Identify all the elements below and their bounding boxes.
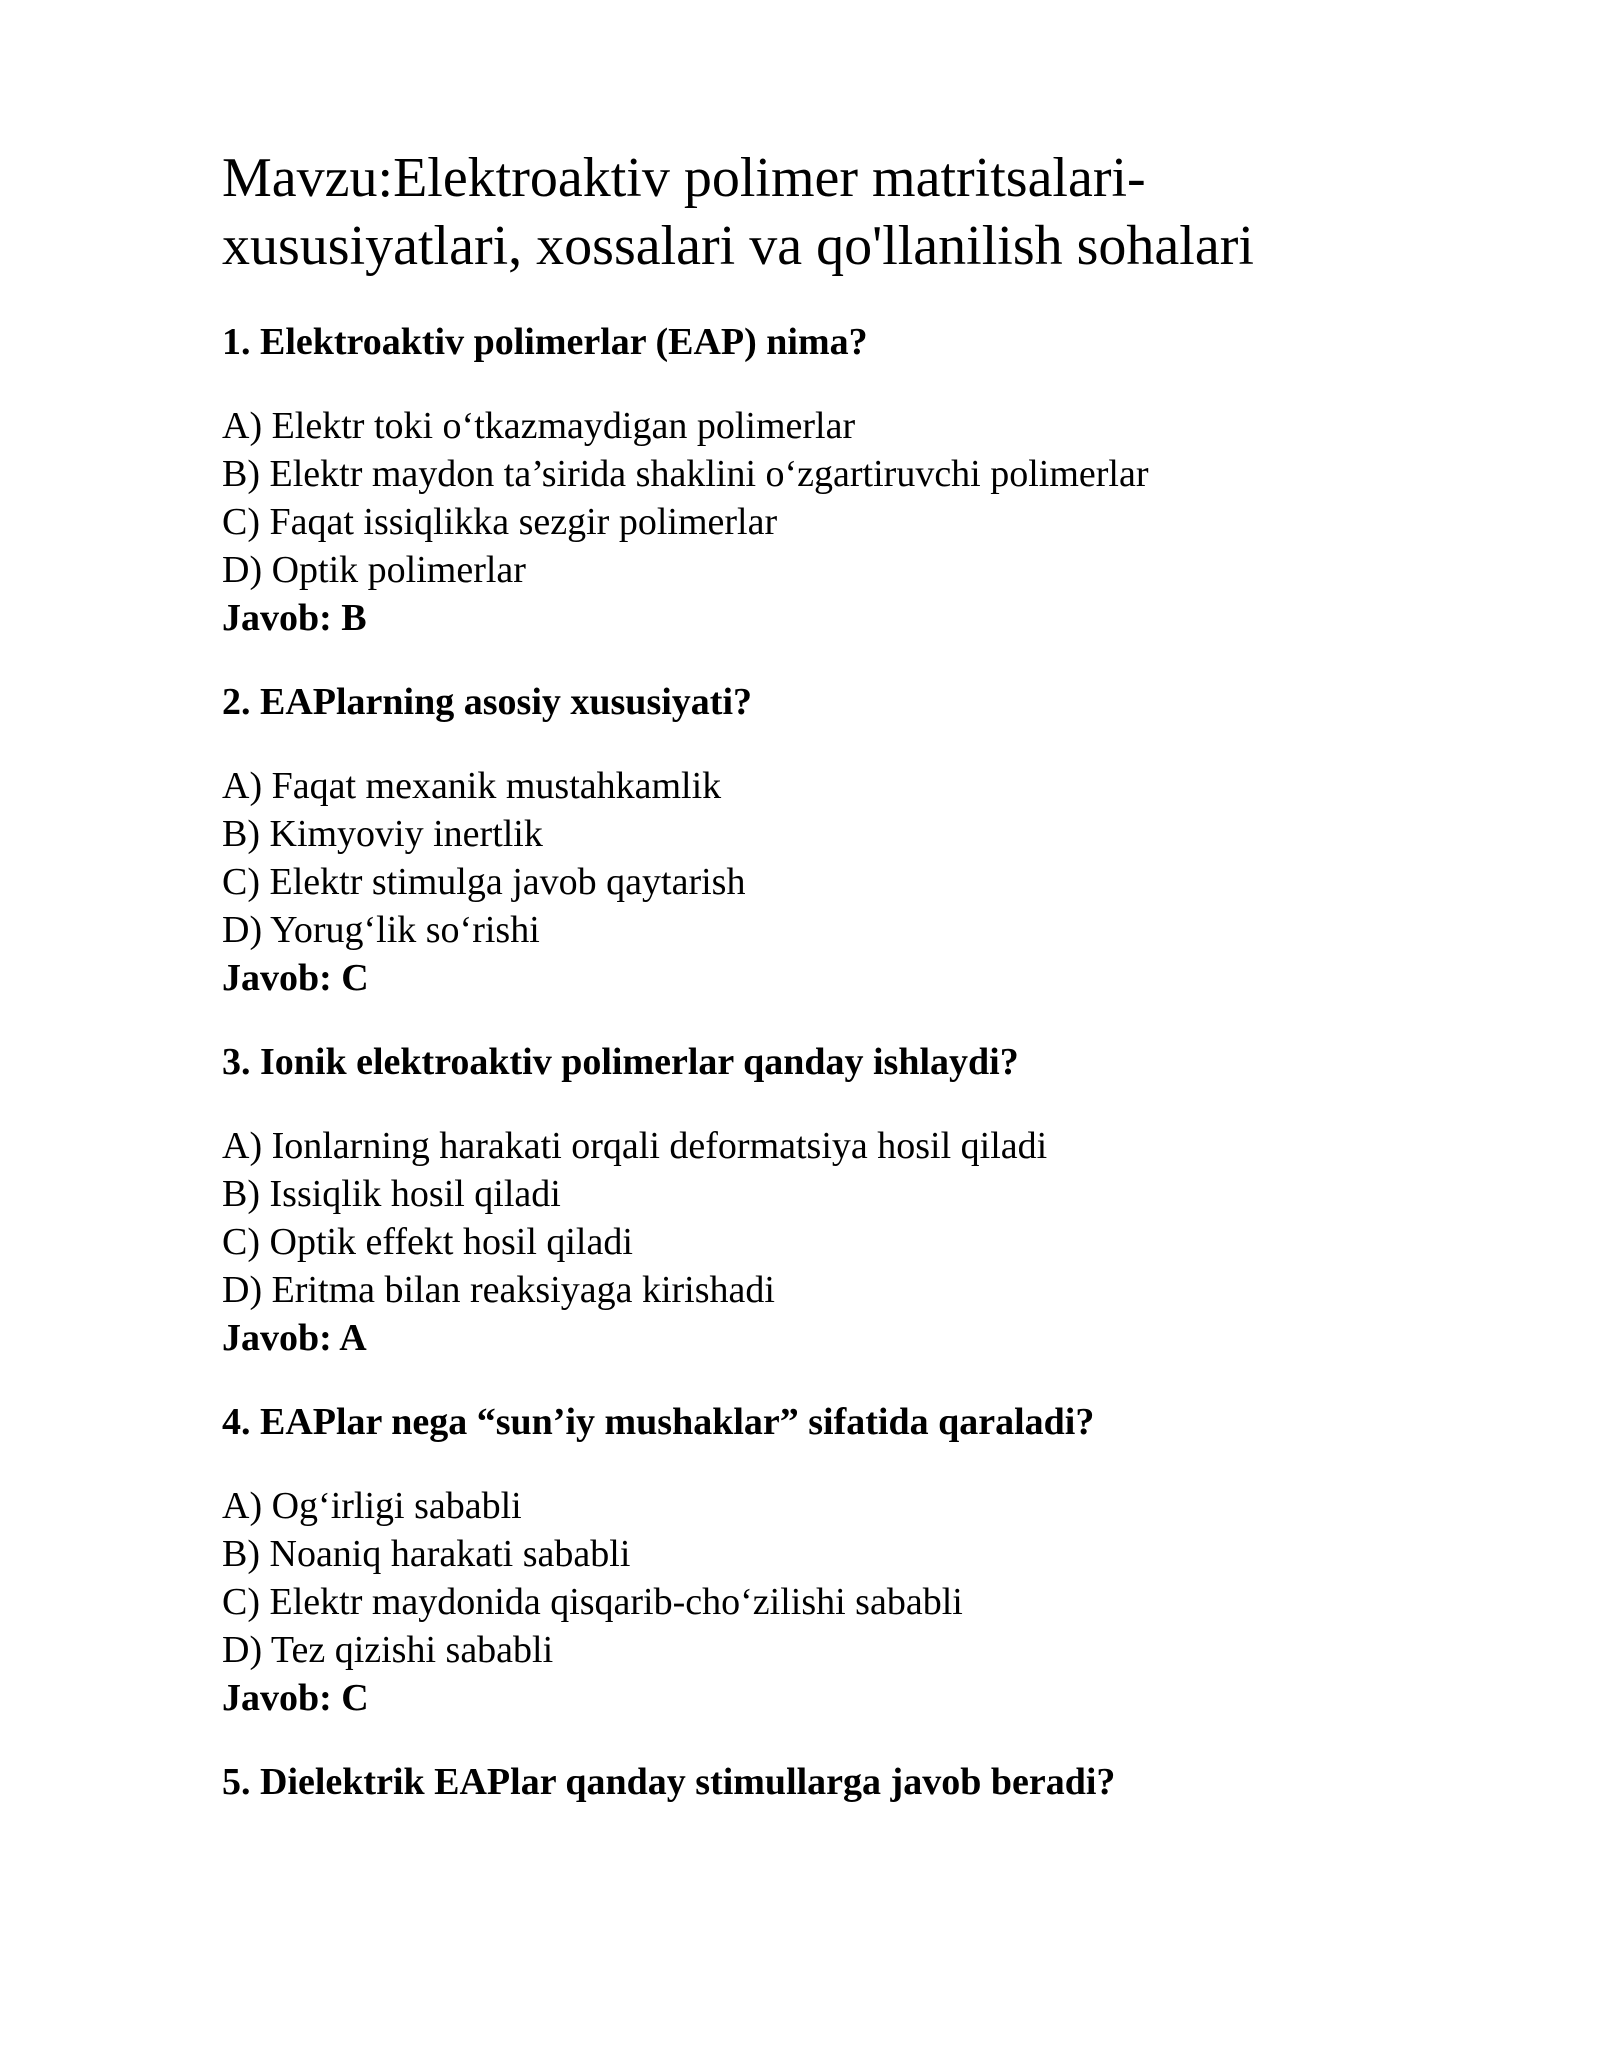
option-a: A) Elektr toki o‘tkazmaydigan polimerlar: [222, 405, 856, 447]
options-list: [222, 1122, 1422, 1362]
option-b: B) Noaniq harakati sababli: [222, 1533, 631, 1575]
option-d: D) Yorug‘lik so‘rishi: [222, 909, 540, 951]
option-d: D) Tez qizishi sababli: [222, 1629, 554, 1671]
question-text: 4. EAPlar nega “sun’iy mushaklar” sifatida qaraladi?: [222, 1401, 1095, 1443]
option-a: A) Faqat mexanik mustahkamlik: [222, 765, 722, 807]
question-2: [222, 678, 1422, 1002]
question-4: [222, 1398, 1422, 1722]
option-d: D) Optik polimerlar: [222, 549, 526, 591]
option-a: A) Ionlarning harakati orqali deformatsiya hosil qiladi: [222, 1125, 1048, 1167]
question-text: 2. EAPlarning asosiy xususiyati?: [222, 681, 752, 723]
title-line-2: xususiyatlari, xossalari va qo'llanilish sohalari: [222, 215, 1254, 277]
option-b: B) Elektr maydon ta’sirida shaklini o‘zgartiruvchi polimerlar: [222, 453, 1149, 495]
options-list: [222, 762, 1422, 1002]
title-line-1: Mavzu:Elektroaktiv polimer matritsalari-: [222, 147, 1146, 209]
answer: Javob: A: [222, 1317, 367, 1359]
document-title: [222, 144, 1254, 280]
question-text: 5. Dielektrik EAPlar qanday stimullarga javob beradi?: [222, 1761, 1116, 1803]
option-c: C) Optik effekt hosil qiladi: [222, 1221, 633, 1263]
option-c: C) Elektr stimulga javob qaytarish: [222, 861, 746, 903]
option-c: C) Faqat issiqlikka sezgir polimerlar: [222, 501, 778, 543]
question-text: 3. Ionik elektroaktiv polimerlar qanday ishlaydi?: [222, 1041, 1019, 1083]
answer: Javob: C: [222, 957, 369, 999]
option-a: A) Og‘irligi sababli: [222, 1485, 522, 1527]
question-text: 1. Elektroaktiv polimerlar (EAP) nima?: [222, 321, 868, 363]
options-list: [222, 1482, 1422, 1722]
answer: Javob: C: [222, 1677, 369, 1719]
option-d: D) Eritma bilan reaksiyaga kirishadi: [222, 1269, 775, 1311]
answer: Javob: B: [222, 597, 367, 639]
question-3: [222, 1038, 1422, 1362]
question-1: [222, 318, 1422, 642]
option-c: C) Elektr maydonida qisqarib-cho‘zilishi sababli: [222, 1581, 963, 1623]
options-list: [222, 402, 1422, 642]
option-b: B) Kimyoviy inertlik: [222, 813, 543, 855]
question-5: [222, 1758, 1422, 1806]
option-b: B) Issiqlik hosil qiladi: [222, 1173, 561, 1215]
